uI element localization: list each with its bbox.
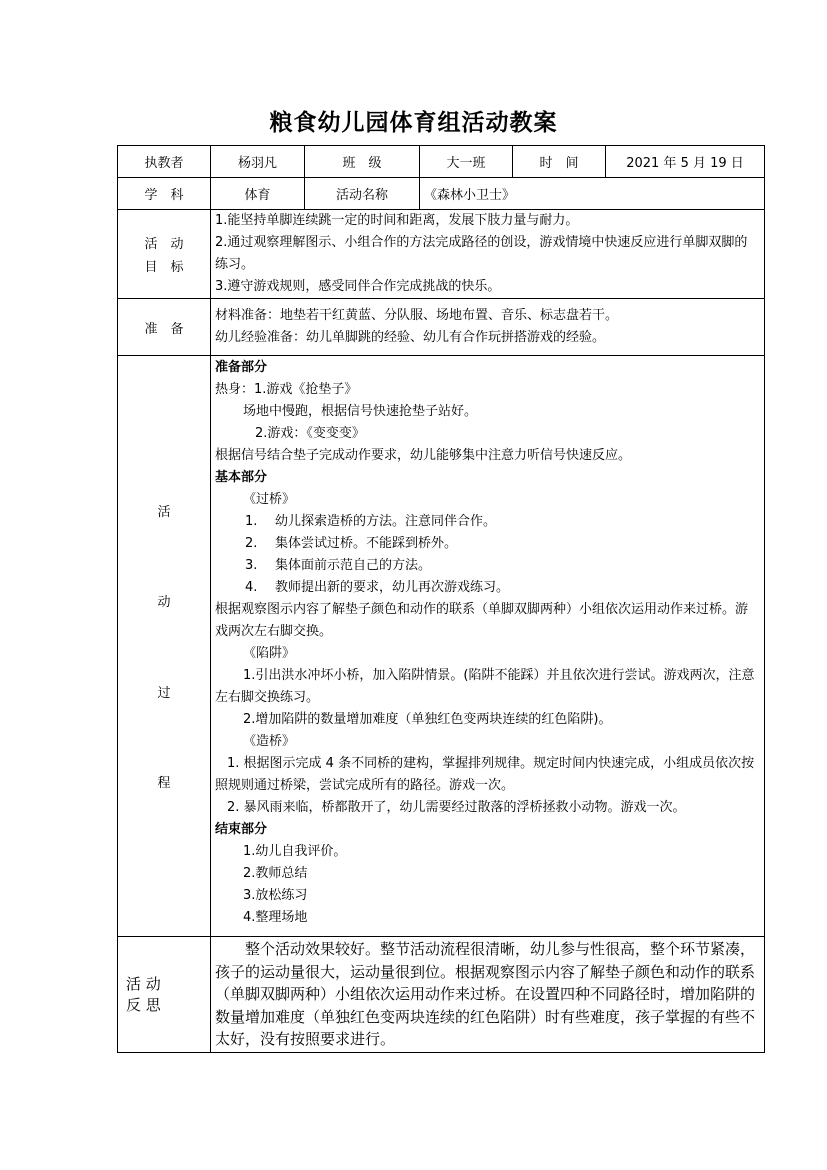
goals-row [118, 210, 765, 299]
reflection-text: 整个活动效果较好。整节活动流程很清晰，幼儿参与性很高，整个环节紧凑，孩子的运动量很大，运动量很到位。根据观察图示内容了解垫子颜色和动作的联系（单脚双脚两种）小组依次运用动作来过桥。在设置四种不同路径时，增加陷阱的数量增加难度（单独红色变两块连续的红色陷阱）时有些难度，孩子掌握的有些不太好，没有按照要求进行。 [215, 940, 756, 1048]
step-number: 3. [245, 558, 258, 573]
reflection-row [118, 937, 765, 1053]
bridge-step [215, 577, 760, 599]
step-number: 1. [245, 514, 258, 529]
goals-content [211, 210, 765, 299]
goals-label [118, 210, 211, 299]
step-text: 幼儿探索造桥的方法。注意同伴合作。 [275, 514, 497, 529]
step-text: 集体尝试过桥。不能踩到桥外。 [275, 536, 458, 551]
step-text: 集体面前示范自己的方法。 [275, 558, 432, 573]
activity-name-value: 《森林小卫士》 [420, 178, 765, 210]
goal-item: 2.通过观察理解图示、小组合作的方法完成路径的创设，游戏情境中快速反应进行单脚双脚的练习。 [215, 235, 748, 272]
goal-item: 1.能坚持单脚连续跳一定的时间和距离，发展下肢力量与耐力。 [215, 213, 579, 228]
goals-label-line-1: 活 动 [144, 237, 184, 252]
process-row [118, 356, 765, 937]
build-step: 1. 根据图示完成 4 条不同桥的建构，掌握排列规律。规定时间内快速完成，小组成员依次按照规则通过桥梁，尝试完成所有的路径。游戏一次。 [215, 756, 755, 793]
prep-item: 幼儿经验准备：幼儿单脚跳的经验、幼儿有合作玩拼搭游戏的经验。 [215, 330, 606, 345]
time-label: 时 间 [513, 146, 606, 178]
end-item: 1.幼儿自我评价。 [243, 844, 347, 859]
end-item: 4.整理场地 [243, 910, 308, 925]
end-item: 3.放松练习 [243, 888, 308, 903]
game-two-description: 根据信号结合垫子完成动作要求，幼儿能够集中注意力听信号快速反应。 [215, 448, 632, 463]
prep-label: 准 备 [118, 299, 211, 356]
lesson-plan-table [117, 145, 765, 1053]
bridge-game-title: 《过桥》 [243, 492, 296, 507]
trap-step: 1.引出洪水冲坏小桥，加入陷阱情景。(陷阱不能踩）并且依次进行尝试。游戏两次，注意左右脚交换练习。 [215, 668, 755, 705]
class-value: 大一班 [420, 146, 513, 178]
bridge-note: 根据观察图示内容了解垫子颜色和动作的联系（单脚双脚两种）小组依次运用动作来过桥。游戏两次左右脚交换。 [215, 602, 749, 639]
process-label-char: 动 [157, 595, 171, 611]
build-game-title: 《造桥》 [243, 734, 296, 749]
bridge-step [215, 555, 760, 577]
reflection-content [211, 937, 765, 1053]
page-title: 粮食幼儿园体育组活动教案 [269, 109, 558, 136]
date-value: 2021 年 5 月 19 日 [606, 146, 765, 178]
trap-step: 2.增加陷阱的数量增加难度（单独红色变两块连续的红色陷阱)。 [243, 712, 612, 727]
prep-item: 材料准备：地垫若干红黄蓝、分队服、场地布置、音乐、标志盘若干。 [215, 308, 619, 323]
header-row-1 [118, 146, 765, 178]
process-label-char: 过 [157, 685, 171, 701]
process-label [118, 356, 211, 937]
reflection-label-line-2: 反 思 [126, 996, 161, 1015]
warmup-game: 热身：1.游戏《抢垫子》 [215, 382, 358, 397]
step-number: 2. [245, 536, 258, 551]
end-item: 2.教师总结 [243, 866, 308, 881]
class-label: 班 级 [305, 146, 420, 178]
warmup-description: 场地中慢跑，根据信号快速抢垫子站好。 [243, 404, 478, 419]
prep-content [211, 299, 765, 356]
step-number: 4. [245, 580, 258, 595]
bridge-step [215, 511, 760, 533]
build-step: 2. 暴风雨来临，桥都散开了，幼儿需要经过散落的浮桥拯救小动物。游戏一次。 [227, 800, 686, 815]
bridge-step [215, 533, 760, 555]
goals-label-line-2: 目 标 [144, 260, 184, 275]
teacher-label: 执教者 [118, 146, 211, 178]
end-section-heading: 结束部分 [215, 822, 268, 837]
activity-name-label: 活动名称 [305, 178, 420, 210]
trap-game-title: 《陷阱》 [243, 646, 296, 661]
process-label-char: 程 [157, 775, 171, 791]
prep-row [118, 299, 765, 356]
reflection-label [118, 937, 211, 1053]
subject-value: 体育 [211, 178, 305, 210]
teacher-value: 杨羽凡 [211, 146, 305, 178]
step-text: 教师提出新的要求，幼儿再次游戏练习。 [275, 580, 510, 595]
game-two: 2.游戏：《变变变》 [255, 426, 365, 441]
goal-item: 3.遵守游戏规则，感受同伴合作完成挑战的快乐。 [215, 279, 501, 294]
reflection-label-line-1: 活 动 [126, 975, 161, 994]
prep-section-heading: 准备部分 [215, 360, 268, 375]
basic-section-heading: 基本部分 [215, 470, 268, 485]
header-row-2 [118, 178, 765, 210]
process-label-char: 活 [157, 505, 171, 520]
process-content [211, 356, 765, 937]
subject-label: 学 科 [118, 178, 211, 210]
